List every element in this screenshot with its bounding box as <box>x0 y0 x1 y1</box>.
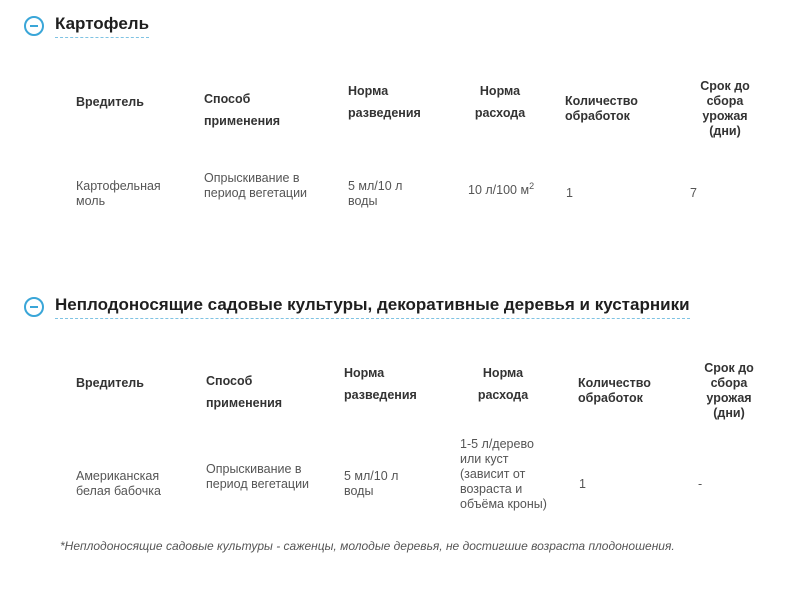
cell-treatments: 1 <box>566 186 573 200</box>
cell-consumption <box>468 179 538 198</box>
cell-dilution: 5 мл/10 л воды <box>348 179 403 208</box>
cell-method: Опрыскивание в период вегетации <box>206 462 310 491</box>
header-treatments: Количество обработок <box>578 376 651 405</box>
header-method: Способ применения <box>204 92 281 128</box>
header-pest: Вредитель <box>76 376 144 390</box>
header-method: Способ применения <box>206 374 283 410</box>
cell-consumption-sup: 2 <box>529 181 535 191</box>
cell-waiting-period: 7 <box>690 186 697 200</box>
header-consumption: Норма расхода <box>477 366 529 402</box>
cell-treatments: 1 <box>579 477 586 491</box>
header-pest: Вредитель <box>76 95 144 109</box>
cell-method: Опрыскивание в период вегетации <box>204 171 308 200</box>
collapse-icon[interactable] <box>24 16 44 36</box>
cell-pest: Картофельная моль <box>76 179 161 208</box>
header-dilution: Норма разведения <box>344 366 417 402</box>
cell-consumption: 1-5 л/дерево или куст (зависит от возраста и объёма кроны) <box>460 437 547 511</box>
cell-waiting-period: - <box>698 477 703 491</box>
section-header-potato[interactable] <box>24 14 149 38</box>
footnote: *Неплодоносящие садовые культуры - саженцы, молодые деревья, не достигшие возраста плодоношения. <box>60 539 675 553</box>
cell-consumption-value: 10 л/100 м <box>468 183 530 198</box>
section-title[interactable]: Картофель <box>55 14 149 38</box>
cell-pest: Американская белая бабочка <box>76 469 161 498</box>
header-consumption: Норма расхода <box>474 84 526 120</box>
header-waiting-period: Срок до сбора урожая (дни) <box>700 79 750 138</box>
cell-dilution: 5 мл/10 л воды <box>344 469 399 498</box>
header-waiting-period: Срок до сбора урожая (дни) <box>704 361 754 420</box>
header-treatments: Количество обработок <box>565 94 638 123</box>
collapse-icon[interactable] <box>24 297 44 317</box>
section-title[interactable]: Неплодоносящие садовые культуры, декоративные деревья и кустарники <box>55 295 690 319</box>
header-dilution: Норма разведения <box>348 84 421 120</box>
section-header-ornamental[interactable] <box>24 295 690 319</box>
